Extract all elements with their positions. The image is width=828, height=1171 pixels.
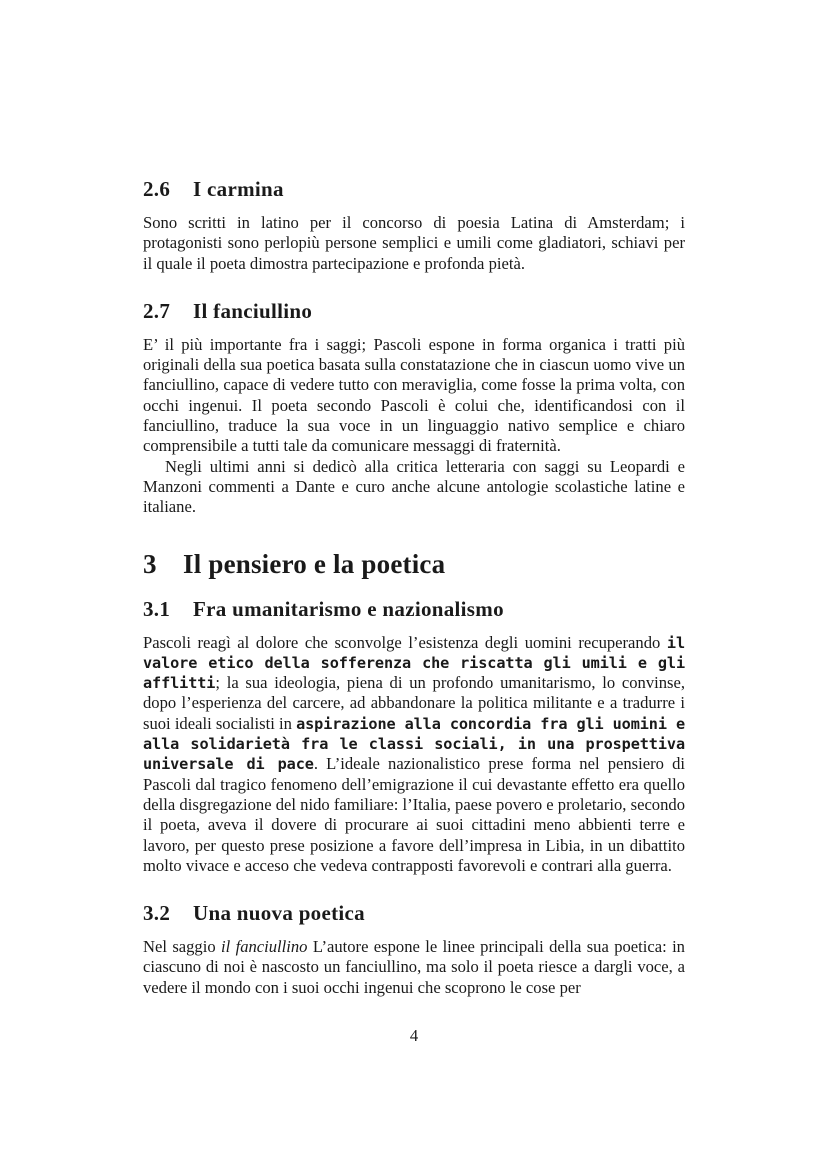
- section-number: 3: [143, 548, 157, 579]
- paragraph: E’ il più importante fra i saggi; Pascoli espone in forma organica i tratti più originali della sua poetica basata sulla constatazione che in ciascun uomo vive un fanciullino, capace di vedere tutto con meraviglia, come fosse la prima volta, con occhi ingenui. Il poeta secondo Pascoli è colui che, identificandosi con il fanciullino, traduce la sua voce in un linguaggio nativo semplice e chiaro comprensibile a tutti tale da comunicare messaggi di fraternità.: [143, 334, 685, 456]
- section-3-2-heading: [143, 900, 685, 926]
- section-3-heading: [143, 548, 685, 580]
- section-title: I carmina: [193, 177, 284, 201]
- italic-text: il fanciullino: [221, 937, 308, 957]
- section-number: 2.7: [143, 298, 171, 323]
- section-number: 2.6: [143, 177, 171, 201]
- section-number: 3.2: [143, 901, 171, 926]
- text-run: . L’ideale nazionalistico prese forma nel pensiero di Pascoli dal tragico fenomeno dell’emigrazione il cui devastante effetto era quello della disgregazione del nido familiare: l’Italia, paese povero e proletario, secondo il poeta, aveva il dovere di procurare ai suoi cittadini meno abbienti terre e lavoro, per questo prese posizione a favore dell’impresa in Libia, in un dibattito molto vivace e acceso che vedeva contrapposti favorevoli e contrari alla guerra.: [143, 754, 685, 875]
- page-content: [143, 176, 685, 998]
- paragraph: Negli ultimi anni si dedicò alla critica letteraria con saggi su Leopardi e Manzoni commenti a Dante e curo anche alcune antologie scolastiche latine e italiane.: [143, 456, 685, 517]
- section-title: Il pensiero e la poetica: [183, 548, 446, 579]
- text-run: Pascoli reagì al dolore che sconvolge l’esistenza degli uomini recuperando: [143, 632, 667, 652]
- section-3-1-heading: [143, 596, 685, 622]
- paragraph: Sono scritti in latino per il concorso di poesia Latina di Amsterdam; i protagonisti sono perlopiù persone semplici e umili come gladiatori, schiavi per il quale il poeta dimostra partecipazione e profonda pietà.: [143, 213, 685, 273]
- bold-text: il valore etico della sofferenza che riscatta gli umili e gli afflitti: [143, 633, 685, 693]
- page-number: 4: [409, 1026, 419, 1045]
- section-title: Il fanciullino: [193, 298, 313, 323]
- section-2-6-heading: [143, 176, 685, 202]
- paragraph: [143, 937, 685, 998]
- text-run: ; la sua ideologia, piena di un profondo umanitarismo, lo convinse, dopo l’esperienza del carcere, ad abbandonare la politica militante e a tradurre i suoi ideali socialisti in: [143, 673, 685, 733]
- section-title: Una nuova poetica: [193, 901, 365, 926]
- section-number: 3.1: [143, 596, 171, 621]
- section-2-7-heading: [143, 298, 685, 324]
- text-run: L’autore espone le linee principali della sua poetica: in ciascuno di noi è nascosto un fanciullino, ma solo il poeta riesce a dargli voce, a vedere il mondo con i suoi occhi ingenui che scoprono le cose per: [143, 937, 685, 997]
- section-title: Fra umanitarismo e nazionalismo: [193, 596, 504, 621]
- text-run: Nel saggio: [143, 937, 221, 957]
- paragraph: [143, 633, 685, 877]
- bold-text: aspirazione alla concordia fra gli uomini e alla solidarietà fra le classi sociali, in una prospettiva universale di pace: [143, 714, 685, 774]
